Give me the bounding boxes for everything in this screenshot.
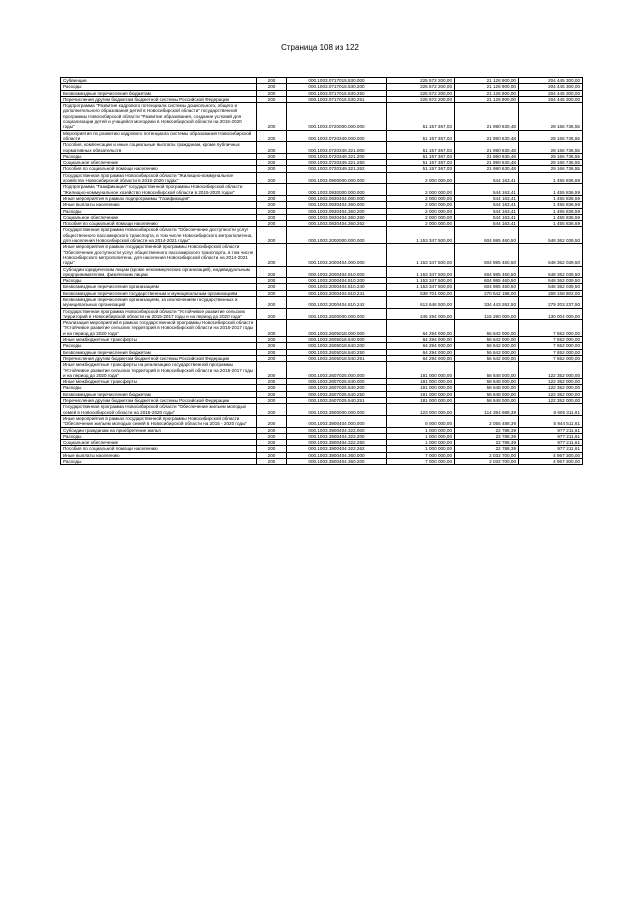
row-name-cell: Пособия по социальной помощи населению bbox=[61, 221, 257, 227]
executed-amount-cell: 544 163,41 bbox=[455, 195, 519, 201]
row-name-cell: Иные межбюджетные трансферты на реализацию государственной программы "Устойчивое развитие сельских территорий в Новосибирской области на 2015-2017 годы и на период до 2020 года" bbox=[61, 362, 257, 379]
approved-amount-cell: 1 153 347 500,00 bbox=[387, 266, 455, 278]
budget-code-cell: 000.1003.2000404.810.200 bbox=[287, 278, 387, 284]
admin-code-cell: 200 bbox=[257, 96, 287, 102]
row-name-cell: Пособия по социальной помощи населению bbox=[61, 446, 257, 452]
unexecuted-amount-cell: 4 967 300,00 bbox=[519, 459, 583, 465]
budget-code-cell: 000.1003.2605018.540.250 bbox=[287, 349, 387, 355]
admin-code-cell: 200 bbox=[257, 415, 287, 427]
admin-code-cell: 200 bbox=[257, 459, 287, 465]
row-name-cell: Расходы bbox=[61, 278, 257, 284]
budget-code-cell: 000.1003.0930000.000.000 bbox=[287, 184, 387, 196]
admin-code-cell: 200 bbox=[257, 349, 287, 355]
row-name-cell: Субвенции bbox=[61, 78, 257, 84]
row-name-cell: Расходы bbox=[61, 459, 257, 465]
table-row bbox=[61, 90, 583, 96]
admin-code-cell: 200 bbox=[257, 208, 287, 214]
executed-amount-cell: 115 290 000,00 bbox=[455, 308, 519, 320]
row-name-cell: Мероприятия по развитию кадрового потенциала системы образования Новосибирской области bbox=[61, 130, 257, 142]
admin-code-cell: 200 bbox=[257, 398, 287, 404]
approved-amount-cell: 51 157 367,03 bbox=[387, 130, 455, 142]
executed-amount-cell: 22 788,39 bbox=[455, 433, 519, 439]
admin-code-cell: 200 bbox=[257, 404, 287, 416]
unexecuted-amount-cell: 4 967 300,00 bbox=[519, 452, 583, 458]
table-row bbox=[61, 244, 583, 266]
row-name-cell: Иные межбюджетные трансферты bbox=[61, 337, 257, 343]
row-name-cell: Безвозмездные перечисления бюджетам bbox=[61, 349, 257, 355]
budget-code-cell: 000.1003.2607025.000.000 bbox=[287, 362, 387, 379]
table-row bbox=[61, 221, 583, 227]
admin-code-cell: 200 bbox=[257, 202, 287, 208]
executed-amount-cell: 56 642 000,00 bbox=[455, 355, 519, 361]
budget-code-cell: 000.1003.3900404.322.262 bbox=[287, 446, 387, 452]
executed-amount-cell: 2 032 700,00 bbox=[455, 452, 519, 458]
executed-amount-cell: 56 642 000,00 bbox=[455, 343, 519, 349]
approved-amount-cell: 7 000 000,00 bbox=[387, 452, 455, 458]
table-row bbox=[61, 355, 583, 361]
table-row bbox=[61, 391, 583, 397]
approved-amount-cell: 1 000 000,00 bbox=[387, 427, 455, 433]
admin-code-cell: 200 bbox=[257, 142, 287, 154]
executed-amount-cell: 21 990 630,48 bbox=[455, 166, 519, 172]
budget-code-cell: 000.1003.3900404.360.000 bbox=[287, 452, 387, 458]
budget-code-cell: 000.1003.0717015.530.251 bbox=[287, 96, 387, 102]
row-name-cell: Безвозмездные перечисления государственным и муниципальным организациям bbox=[61, 290, 257, 296]
table-row bbox=[61, 349, 583, 355]
admin-code-cell: 200 bbox=[257, 433, 287, 439]
budget-code-cell: 000.1003.0930404.360.260 bbox=[287, 214, 387, 220]
budget-code-cell: 000.1003.0900000.000.000 bbox=[287, 172, 387, 184]
budget-code-cell: 000.1003.0930404.360.262 bbox=[287, 221, 387, 227]
executed-amount-cell: 270 542 198,00 bbox=[455, 290, 519, 296]
unexecuted-amount-cell: 269 158 802,00 bbox=[519, 290, 583, 296]
table-row bbox=[61, 308, 583, 320]
admin-code-cell: 200 bbox=[257, 343, 287, 349]
budget-code-cell: 000.1003.2000404.810.240 bbox=[287, 284, 387, 290]
executed-amount-cell: 56 642 000,00 bbox=[455, 349, 519, 355]
executed-amount-cell: 21 990 630,48 bbox=[455, 142, 519, 154]
approved-amount-cell: 181 000 000,00 bbox=[387, 385, 455, 391]
budget-code-cell: 000.1003.0720349.321.260 bbox=[287, 160, 387, 166]
approved-amount-cell: 2 000 000,00 bbox=[387, 172, 455, 184]
row-name-cell: Перечисления другим бюджетам бюджетной системы Российской Федерации bbox=[61, 355, 257, 361]
row-name-cell: Расходы bbox=[61, 385, 257, 391]
approved-amount-cell: 7 000 000,00 bbox=[387, 459, 455, 465]
table-row bbox=[61, 290, 583, 296]
executed-amount-cell: 21 990 630,48 bbox=[455, 103, 519, 130]
budget-code-cell: 000.1003.0720349.321.000 bbox=[287, 142, 387, 154]
row-name-cell: Безвозмездные перечисления организациям, за исключением государственных и муниципальных организаций bbox=[61, 296, 257, 308]
budget-code-cell: 000.1003.2000404.000.000 bbox=[287, 244, 387, 266]
row-name-cell: Расходы bbox=[61, 433, 257, 439]
budget-code-cell: 000.1003.0717015.530.200 bbox=[287, 84, 387, 90]
approved-amount-cell: 123 000 000,00 bbox=[387, 404, 455, 416]
executed-amount-cell: 604 985 460,50 bbox=[455, 284, 519, 290]
table-row bbox=[61, 172, 583, 184]
executed-amount-cell: 58 648 000,00 bbox=[455, 391, 519, 397]
approved-amount-cell: 225 572 200,00 bbox=[387, 84, 455, 90]
table-row bbox=[61, 184, 583, 196]
row-name-cell: Иные межбюджетные трансферты bbox=[61, 379, 257, 385]
budget-code-cell: 000.1003.3900404.360.200 bbox=[287, 459, 387, 465]
approved-amount-cell: 2 000 000,00 bbox=[387, 208, 455, 214]
row-name-cell: Расходы bbox=[61, 84, 257, 90]
approved-amount-cell: 1 153 347 500,00 bbox=[387, 278, 455, 284]
admin-code-cell: 200 bbox=[257, 90, 287, 96]
approved-amount-cell: 64 294 000,00 bbox=[387, 337, 455, 343]
executed-amount-cell: 58 648 000,00 bbox=[455, 385, 519, 391]
executed-amount-cell: 2 055 488,39 bbox=[455, 415, 519, 427]
table-row bbox=[61, 266, 583, 278]
budget-code-cell: 000.1003.0720349.000.000 bbox=[287, 130, 387, 142]
executed-amount-cell: 604 985 460,50 bbox=[455, 244, 519, 266]
admin-code-cell: 200 bbox=[257, 379, 287, 385]
admin-code-cell: 200 bbox=[257, 184, 287, 196]
unexecuted-amount-cell: 977 211,61 bbox=[519, 433, 583, 439]
admin-code-cell: 200 bbox=[257, 130, 287, 142]
budget-code-cell: 000.1003.2607025.540.200 bbox=[287, 385, 387, 391]
unexecuted-amount-cell: 1 455 836,59 bbox=[519, 172, 583, 184]
approved-amount-cell: 1 153 347 500,00 bbox=[387, 284, 455, 290]
unexecuted-amount-cell: 5 944 511,61 bbox=[519, 415, 583, 427]
table-row bbox=[61, 362, 583, 379]
admin-code-cell: 200 bbox=[257, 278, 287, 284]
unexecuted-amount-cell: 7 652 000,00 bbox=[519, 320, 583, 337]
executed-amount-cell: 21 126 900,00 bbox=[455, 90, 519, 96]
row-name-cell: Государственная программа Новосибирской области "Обеспечение жильем молодых семей в Новосибирской области на 2015-2020 годы" bbox=[61, 404, 257, 416]
unexecuted-amount-cell: 130 004 000,00 bbox=[519, 308, 583, 320]
row-name-cell: Реализация мероприятий в рамках государственной программы Новосибирской области "Устойчивое развитие сельских территорий в Новосибирской области на 2015-2017 годы и на период до 2020 года" bbox=[61, 320, 257, 337]
approved-amount-cell: 8 000 000,00 bbox=[387, 415, 455, 427]
executed-amount-cell: 114 394 688,39 bbox=[455, 404, 519, 416]
unexecuted-amount-cell: 1 455 836,59 bbox=[519, 184, 583, 196]
approved-amount-cell: 51 157 367,03 bbox=[387, 166, 455, 172]
unexecuted-amount-cell: 1 455 836,59 bbox=[519, 221, 583, 227]
budget-code-cell: 000.1003.2605018.540.000 bbox=[287, 337, 387, 343]
executed-amount-cell: 544 163,41 bbox=[455, 214, 519, 220]
approved-amount-cell: 613 646 500,00 bbox=[387, 296, 455, 308]
admin-code-cell: 200 bbox=[257, 427, 287, 433]
executed-amount-cell: 604 985 460,50 bbox=[455, 227, 519, 244]
budget-code-cell: 000.1003.2605018.540.251 bbox=[287, 355, 387, 361]
admin-code-cell: 200 bbox=[257, 284, 287, 290]
budget-code-cell: 000.1003.3900000.000.000 bbox=[287, 404, 387, 416]
approved-amount-cell: 1 000 000,00 bbox=[387, 446, 455, 452]
table-row bbox=[61, 227, 583, 244]
unexecuted-amount-cell: 1 455 836,59 bbox=[519, 208, 583, 214]
unexecuted-amount-cell: 122 352 000,00 bbox=[519, 379, 583, 385]
unexecuted-amount-cell: 977 211,61 bbox=[519, 440, 583, 446]
executed-amount-cell: 21 990 630,48 bbox=[455, 130, 519, 142]
executed-amount-cell: 58 648 000,00 bbox=[455, 379, 519, 385]
row-name-cell: Безвозмездные перечисления бюджетам bbox=[61, 391, 257, 397]
admin-code-cell: 200 bbox=[257, 214, 287, 220]
row-name-cell: Социальное обеспечение bbox=[61, 160, 257, 166]
budget-code-cell: 000.1003.0720000.000.000 bbox=[287, 103, 387, 130]
budget-code-cell: 000.1003.3900404.000.000 bbox=[287, 415, 387, 427]
executed-amount-cell: 22 788,39 bbox=[455, 440, 519, 446]
executed-amount-cell: 21 126 900,00 bbox=[455, 84, 519, 90]
row-name-cell: Иные мероприятия в рамках государственной программы Новосибирской области "Обеспечение доступности услуг общественного пассажирского транспорта, в том числе Новосибирского метрополитена, для населения Новосибирской области на 2014-2021 годы" bbox=[61, 244, 257, 266]
approved-amount-cell: 2 000 000,00 bbox=[387, 184, 455, 196]
unexecuted-amount-cell: 977 211,61 bbox=[519, 427, 583, 433]
unexecuted-amount-cell: 204 445 300,00 bbox=[519, 96, 583, 102]
executed-amount-cell: 21 990 630,48 bbox=[455, 153, 519, 159]
executed-amount-cell: 58 648 000,00 bbox=[455, 362, 519, 379]
admin-code-cell: 200 bbox=[257, 160, 287, 166]
admin-code-cell: 200 bbox=[257, 320, 287, 337]
budget-code-cell: 000.1003.2607025.540.250 bbox=[287, 391, 387, 397]
approved-amount-cell: 2 000 000,00 bbox=[387, 214, 455, 220]
unexecuted-amount-cell: 1 455 836,59 bbox=[519, 195, 583, 201]
unexecuted-amount-cell: 29 166 736,55 bbox=[519, 130, 583, 142]
unexecuted-amount-cell: 279 203 237,50 bbox=[519, 296, 583, 308]
unexecuted-amount-cell: 7 652 000,00 bbox=[519, 337, 583, 343]
executed-amount-cell: 56 642 000,00 bbox=[455, 337, 519, 343]
budget-code-cell: 000.1003.0930404.360.200 bbox=[287, 208, 387, 214]
executed-amount-cell: 544 163,41 bbox=[455, 184, 519, 196]
table-row bbox=[61, 398, 583, 404]
unexecuted-amount-cell: 977 211,61 bbox=[519, 446, 583, 452]
unexecuted-amount-cell: 7 652 000,00 bbox=[519, 343, 583, 349]
unexecuted-amount-cell: 548 362 039,50 bbox=[519, 244, 583, 266]
approved-amount-cell: 64 294 000,00 bbox=[387, 355, 455, 361]
executed-amount-cell: 22 788,39 bbox=[455, 446, 519, 452]
executed-amount-cell: 544 163,41 bbox=[455, 208, 519, 214]
row-name-cell: Социальное обеспечение bbox=[61, 440, 257, 446]
row-name-cell: Подпрограмма "Развитие кадрового потенциала системы дошкольного, общего и дополнительного образования детей в Новосибирской области" государственной программы Новосибирской области "Развитие образования, создание условий для социализации детей и учащейся молодежи в Новосибирской области на 2015-2020 годы" bbox=[61, 103, 257, 130]
admin-code-cell: 200 bbox=[257, 391, 287, 397]
approved-amount-cell: 539 701 000,00 bbox=[387, 290, 455, 296]
admin-code-cell: 200 bbox=[257, 221, 287, 227]
approved-amount-cell: 2 000 000,00 bbox=[387, 221, 455, 227]
budget-code-cell: 000.1003.2605018.000.000 bbox=[287, 320, 387, 337]
row-name-cell: Перечисления другим бюджетам бюджетной системы Российской Федерации bbox=[61, 96, 257, 102]
executed-amount-cell: 544 163,41 bbox=[455, 221, 519, 227]
budget-code-cell: 000.1003.2000404.810.241 bbox=[287, 290, 387, 296]
admin-code-cell: 200 bbox=[257, 153, 287, 159]
admin-code-cell: 200 bbox=[257, 385, 287, 391]
admin-code-cell: 200 bbox=[257, 244, 287, 266]
admin-code-cell: 200 bbox=[257, 446, 287, 452]
unexecuted-amount-cell: 122 352 000,00 bbox=[519, 362, 583, 379]
executed-amount-cell: 334 443 262,50 bbox=[455, 296, 519, 308]
budget-code-cell: 000.1003.2607025.540.000 bbox=[287, 379, 387, 385]
approved-amount-cell: 181 000 000,00 bbox=[387, 391, 455, 397]
executed-amount-cell: 544 163,41 bbox=[455, 172, 519, 184]
budget-code-cell: 000.1003.3900404.322.000 bbox=[287, 427, 387, 433]
approved-amount-cell: 2 000 000,00 bbox=[387, 202, 455, 208]
admin-code-cell: 200 bbox=[257, 166, 287, 172]
page-number-header: Страница 108 из 122 bbox=[281, 43, 359, 52]
approved-amount-cell: 225 572 200,00 bbox=[387, 90, 455, 96]
approved-amount-cell: 225 572 200,00 bbox=[387, 96, 455, 102]
approved-amount-cell: 1 153 347 500,00 bbox=[387, 227, 455, 244]
table-row bbox=[61, 404, 583, 416]
unexecuted-amount-cell: 548 362 039,50 bbox=[519, 266, 583, 278]
table-row bbox=[61, 195, 583, 201]
unexecuted-amount-cell: 204 445 300,00 bbox=[519, 78, 583, 84]
executed-amount-cell: 544 163,41 bbox=[455, 202, 519, 208]
admin-code-cell: 200 bbox=[257, 227, 287, 244]
row-name-cell: Расходы bbox=[61, 208, 257, 214]
admin-code-cell: 200 bbox=[257, 84, 287, 90]
executed-amount-cell: 21 990 630,48 bbox=[455, 160, 519, 166]
approved-amount-cell: 181 000 000,00 bbox=[387, 398, 455, 404]
unexecuted-amount-cell: 122 352 000,00 bbox=[519, 398, 583, 404]
budget-code-cell: 000.1003.3900404.322.260 bbox=[287, 440, 387, 446]
table-row bbox=[61, 296, 583, 308]
approved-amount-cell: 245 294 000,00 bbox=[387, 308, 455, 320]
row-name-cell: Субсидии гражданам на приобретение жилья bbox=[61, 427, 257, 433]
executed-amount-cell: 22 788,39 bbox=[455, 427, 519, 433]
unexecuted-amount-cell: 548 362 039,50 bbox=[519, 227, 583, 244]
unexecuted-amount-cell: 122 352 000,00 bbox=[519, 391, 583, 397]
row-name-cell: Иные выплаты населению bbox=[61, 452, 257, 458]
budget-code-cell: 000.1003.2605018.540.200 bbox=[287, 343, 387, 349]
table-row bbox=[61, 427, 583, 433]
row-name-cell: Иные мероприятия в рамках подпрограммы "Газификация" bbox=[61, 195, 257, 201]
unexecuted-amount-cell: 204 445 300,00 bbox=[519, 90, 583, 96]
executed-amount-cell: 21 126 900,00 bbox=[455, 96, 519, 102]
executed-amount-cell: 21 126 900,00 bbox=[455, 78, 519, 84]
admin-code-cell: 200 bbox=[257, 337, 287, 343]
table-row bbox=[61, 130, 583, 142]
unexecuted-amount-cell: 548 362 039,50 bbox=[519, 284, 583, 290]
table-row bbox=[61, 96, 583, 102]
admin-code-cell: 200 bbox=[257, 308, 287, 320]
admin-code-cell: 200 bbox=[257, 355, 287, 361]
unexecuted-amount-cell: 7 652 000,00 bbox=[519, 355, 583, 361]
budget-code-cell: 000.1003.0930404.360.000 bbox=[287, 202, 387, 208]
admin-code-cell: 200 bbox=[257, 296, 287, 308]
unexecuted-amount-cell: 204 445 300,00 bbox=[519, 84, 583, 90]
executed-amount-cell: 2 032 700,00 bbox=[455, 459, 519, 465]
approved-amount-cell: 51 157 367,03 bbox=[387, 142, 455, 154]
approved-amount-cell: 64 294 000,00 bbox=[387, 349, 455, 355]
unexecuted-amount-cell: 1 455 836,59 bbox=[519, 202, 583, 208]
table-row bbox=[61, 284, 583, 290]
executed-amount-cell: 604 985 460,50 bbox=[455, 278, 519, 284]
approved-amount-cell: 181 000 000,00 bbox=[387, 379, 455, 385]
table-row bbox=[61, 320, 583, 337]
approved-amount-cell: 1 000 000,00 bbox=[387, 440, 455, 446]
admin-code-cell: 200 bbox=[257, 452, 287, 458]
row-name-cell: Государственная программа Новосибирской области "Устойчивое развитие сельских территорий в Новосибирской области на 2015-2017 годы и на период до 2020 года" bbox=[61, 308, 257, 320]
table-row bbox=[61, 446, 583, 452]
row-name-cell: Иные выплаты населению bbox=[61, 202, 257, 208]
unexecuted-amount-cell: 29 166 736,55 bbox=[519, 103, 583, 130]
budget-code-cell: 000.1003.0717015.530.250 bbox=[287, 90, 387, 96]
budget-code-cell: 000.1003.2000404.810.000 bbox=[287, 266, 387, 278]
row-name-cell: Государственная программа Новосибирской области "Обеспечение доступности услуг общественного пассажирского транспорта, в том числе Новосибирского метрополитена, для населения Новосибирской области на 2014-2021 годы" bbox=[61, 227, 257, 244]
table-row bbox=[61, 415, 583, 427]
row-name-cell: Субсидии юридическим лицам (кроме некоммерческих организаций), индивидуальным предпринимателям, физическим лицам bbox=[61, 266, 257, 278]
table-row bbox=[61, 166, 583, 172]
budget-code-cell: 000.1003.0930404.000.000 bbox=[287, 195, 387, 201]
budget-code-cell: 000.1003.2600000.000.000 bbox=[287, 308, 387, 320]
approved-amount-cell: 1 153 347 500,00 bbox=[387, 244, 455, 266]
unexecuted-amount-cell: 7 652 000,00 bbox=[519, 349, 583, 355]
budget-code-cell: 000.1003.2000404.810.242 bbox=[287, 296, 387, 308]
unexecuted-amount-cell: 1 455 836,59 bbox=[519, 214, 583, 220]
admin-code-cell: 200 bbox=[257, 78, 287, 84]
row-name-cell: Иные мероприятия в рамках государственной программы Новосибирской области "Обеспечение жильем молодых семей в Новосибирской области на 2015 - 2020 годы" bbox=[61, 415, 257, 427]
unexecuted-amount-cell: 122 352 000,00 bbox=[519, 385, 583, 391]
table-row bbox=[61, 103, 583, 130]
admin-code-cell: 200 bbox=[257, 103, 287, 130]
table-row bbox=[61, 459, 583, 465]
row-name-cell: Расходы bbox=[61, 343, 257, 349]
approved-amount-cell: 51 157 367,03 bbox=[387, 153, 455, 159]
row-name-cell: Подпрограмма "Газификация" государственной программы Новосибирской области "Жилищно-коммунальное хозяйство Новосибирской области в 2015-2020 годах" bbox=[61, 184, 257, 196]
approved-amount-cell: 1 000 000,00 bbox=[387, 433, 455, 439]
admin-code-cell: 200 bbox=[257, 290, 287, 296]
admin-code-cell: 200 bbox=[257, 195, 287, 201]
approved-amount-cell: 181 000 000,00 bbox=[387, 362, 455, 379]
budget-code-cell: 000.1003.2000000.000.000 bbox=[287, 227, 387, 244]
unexecuted-amount-cell: 29 166 736,55 bbox=[519, 142, 583, 154]
approved-amount-cell: 2 000 000,00 bbox=[387, 195, 455, 201]
unexecuted-amount-cell: 29 166 736,55 bbox=[519, 166, 583, 172]
admin-code-cell: 200 bbox=[257, 362, 287, 379]
executed-amount-cell: 604 985 460,50 bbox=[455, 266, 519, 278]
budget-code-cell: 000.1003.0720349.321.200 bbox=[287, 153, 387, 159]
row-name-cell: Безвозмездные перечисления бюджетам bbox=[61, 90, 257, 96]
executed-amount-cell: 58 648 000,00 bbox=[455, 398, 519, 404]
budget-code-cell: 000.1003.3900404.322.200 bbox=[287, 433, 387, 439]
row-name-cell: Пособия, компенсации и иные социальные выплаты гражданам, кроме публичных нормативных обязательств bbox=[61, 142, 257, 154]
unexecuted-amount-cell: 8 605 311,61 bbox=[519, 404, 583, 416]
admin-code-cell: 200 bbox=[257, 172, 287, 184]
budget-code-cell: 000.1003.2607025.540.251 bbox=[287, 398, 387, 404]
row-name-cell: Государственная программа Новосибирской области "Жилищно-коммунальное хозяйство Новосибирской области в 2015-2020 годах" bbox=[61, 172, 257, 184]
row-name-cell: Перечисления другим бюджетам бюджетной системы Российской Федерации bbox=[61, 398, 257, 404]
admin-code-cell: 200 bbox=[257, 266, 287, 278]
unexecuted-amount-cell: 29 166 736,55 bbox=[519, 160, 583, 166]
row-name-cell: Безвозмездные перечисления организациям bbox=[61, 284, 257, 290]
row-name-cell: Расходы bbox=[61, 153, 257, 159]
approved-amount-cell: 64 294 000,00 bbox=[387, 343, 455, 349]
admin-code-cell: 200 bbox=[257, 440, 287, 446]
row-name-cell: Социальное обеспечение bbox=[61, 214, 257, 220]
approved-amount-cell: 64 294 000,00 bbox=[387, 320, 455, 337]
table-row bbox=[61, 142, 583, 154]
approved-amount-cell: 51 157 367,03 bbox=[387, 160, 455, 166]
unexecuted-amount-cell: 29 166 736,55 bbox=[519, 153, 583, 159]
budget-code-cell: 000.1003.0717015.530.000 bbox=[287, 78, 387, 84]
row-name-cell: Пособия по социальной помощи населению bbox=[61, 166, 257, 172]
budget-code-cell: 000.1003.0720349.321.262 bbox=[287, 166, 387, 172]
approved-amount-cell: 225 572 200,00 bbox=[387, 78, 455, 84]
budget-report-table bbox=[60, 77, 583, 465]
unexecuted-amount-cell: 548 362 039,50 bbox=[519, 278, 583, 284]
approved-amount-cell: 51 157 367,03 bbox=[387, 103, 455, 130]
executed-amount-cell: 56 642 000,00 bbox=[455, 320, 519, 337]
